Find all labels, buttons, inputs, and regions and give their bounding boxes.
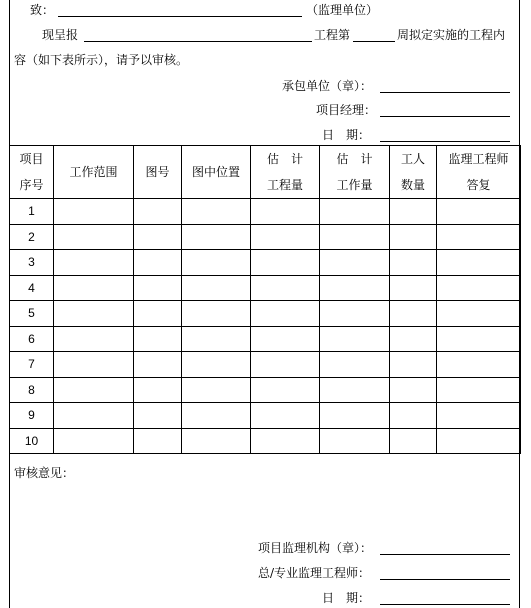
table-row (10, 352, 521, 378)
row-number: 7 (10, 352, 54, 378)
work-plan-table (9, 145, 521, 454)
header-est-workload: 估 计 工作量 (320, 146, 390, 199)
report-mid: 工程第 (314, 28, 351, 42)
table-cell[interactable] (54, 428, 134, 454)
table-cell[interactable] (251, 403, 320, 429)
date-label-bottom: 日 期： (322, 591, 371, 605)
table-cell[interactable] (54, 352, 134, 378)
table-cell[interactable] (437, 224, 521, 250)
contractor-field[interactable] (380, 92, 510, 93)
org-label: 项目监理机构（章）： (258, 541, 373, 555)
table-cell[interactable] (390, 250, 437, 276)
table-cell[interactable] (390, 403, 437, 429)
table-row (10, 224, 521, 250)
table-cell[interactable] (251, 275, 320, 301)
table-cell[interactable] (134, 377, 182, 403)
header-worker-count: 工人 数量 (390, 146, 437, 199)
row-number: 8 (10, 377, 54, 403)
table-cell[interactable] (54, 326, 134, 352)
row-number: 1 (10, 199, 54, 225)
table-cell[interactable] (437, 250, 521, 276)
table-cell[interactable] (437, 199, 521, 225)
row-number: 6 (10, 326, 54, 352)
table-row (10, 301, 521, 327)
table-cell[interactable] (437, 301, 521, 327)
header-item-no: 项目 序号 (10, 146, 54, 199)
table-cell[interactable] (54, 199, 134, 225)
header-est-quantity: 估 计 工程量 (251, 146, 320, 199)
table-cell[interactable] (437, 403, 521, 429)
table-cell[interactable] (134, 275, 182, 301)
table-cell[interactable] (320, 326, 390, 352)
org-field[interactable] (380, 554, 510, 555)
row-number: 5 (10, 301, 54, 327)
table-cell[interactable] (134, 428, 182, 454)
table-cell[interactable] (390, 199, 437, 225)
table-cell[interactable] (182, 377, 251, 403)
table-cell[interactable] (251, 250, 320, 276)
contractor-label: 承包单位（章）： (282, 79, 373, 93)
table-cell[interactable] (320, 250, 390, 276)
table-cell[interactable] (437, 377, 521, 403)
table-cell[interactable] (320, 352, 390, 378)
table-cell[interactable] (182, 301, 251, 327)
table-cell[interactable] (182, 428, 251, 454)
table-cell[interactable] (437, 275, 521, 301)
table-cell[interactable] (251, 199, 320, 225)
header-work-scope: 工作范围 (54, 146, 134, 199)
table-row (10, 326, 521, 352)
engineer-field[interactable] (380, 579, 510, 580)
table-cell[interactable] (251, 301, 320, 327)
report-prefix: 现呈报 (42, 28, 79, 42)
table-cell[interactable] (251, 377, 320, 403)
table-cell[interactable] (54, 377, 134, 403)
table-row (10, 377, 521, 403)
table-cell[interactable] (437, 352, 521, 378)
row-number: 2 (10, 224, 54, 250)
date-label-top: 日 期： (322, 128, 371, 142)
table-cell[interactable] (182, 275, 251, 301)
date-field-top[interactable] (380, 141, 510, 142)
table-cell[interactable] (54, 301, 134, 327)
table-cell[interactable] (134, 352, 182, 378)
report-suffix: 周拟定实施的工程内 (397, 28, 506, 42)
table-cell[interactable] (251, 326, 320, 352)
row-number: 9 (10, 403, 54, 429)
table-row (10, 428, 521, 454)
table-cell[interactable] (182, 326, 251, 352)
table-cell[interactable] (182, 403, 251, 429)
table-cell[interactable] (134, 224, 182, 250)
table-row (10, 199, 521, 225)
to-suffix: （监理单位） (306, 3, 379, 17)
to-prefix: 致： (30, 3, 55, 17)
table-header-row (10, 146, 521, 199)
table-row (10, 403, 521, 429)
table-cell[interactable] (390, 224, 437, 250)
header-drawing-no: 图号 (134, 146, 182, 199)
table-cell[interactable] (320, 275, 390, 301)
pm-label: 项目经理： (316, 103, 377, 117)
table-cell[interactable] (320, 224, 390, 250)
table-cell[interactable] (54, 275, 134, 301)
table-cell[interactable] (390, 301, 437, 327)
row-number: 10 (10, 428, 54, 454)
table-cell[interactable] (182, 224, 251, 250)
table-cell[interactable] (54, 224, 134, 250)
table-row (10, 275, 521, 301)
table-cell[interactable] (390, 326, 437, 352)
report-line2: 容（如下表所示），请予以审核。 (14, 53, 189, 67)
table-cell[interactable] (437, 326, 521, 352)
table-cell[interactable] (182, 352, 251, 378)
table-cell[interactable] (251, 428, 320, 454)
week-number-field[interactable] (353, 41, 395, 42)
table-cell[interactable] (134, 250, 182, 276)
table-cell[interactable] (320, 428, 390, 454)
table-cell[interactable] (54, 403, 134, 429)
header-drawing-location: 图中位置 (182, 146, 251, 199)
supervision-unit-field[interactable] (58, 16, 302, 17)
table-cell[interactable] (251, 224, 320, 250)
table-cell[interactable] (134, 301, 182, 327)
opinion-label: 审核意见： (14, 466, 75, 480)
table-cell[interactable] (320, 199, 390, 225)
table-cell[interactable] (251, 352, 320, 378)
table-cell[interactable] (390, 352, 437, 378)
table-cell[interactable] (182, 199, 251, 225)
table-cell[interactable] (390, 275, 437, 301)
table-cell[interactable] (320, 377, 390, 403)
table-cell[interactable] (134, 403, 182, 429)
row-number: 3 (10, 250, 54, 276)
table-cell[interactable] (437, 428, 521, 454)
engineer-label: 总/专业监理工程师： (258, 566, 371, 580)
table-cell[interactable] (390, 428, 437, 454)
table-cell[interactable] (134, 199, 182, 225)
table-cell[interactable] (390, 377, 437, 403)
date-field-bottom[interactable] (380, 604, 510, 605)
table-row (10, 250, 521, 276)
table-cell[interactable] (320, 403, 390, 429)
table-cell[interactable] (320, 301, 390, 327)
table-cell[interactable] (134, 326, 182, 352)
header-engineer-reply: 监理工程师 答复 (437, 146, 521, 199)
table-cell[interactable] (182, 250, 251, 276)
project-name-field[interactable] (84, 41, 312, 42)
table-cell[interactable] (54, 250, 134, 276)
row-number: 4 (10, 275, 54, 301)
pm-field[interactable] (380, 116, 510, 117)
